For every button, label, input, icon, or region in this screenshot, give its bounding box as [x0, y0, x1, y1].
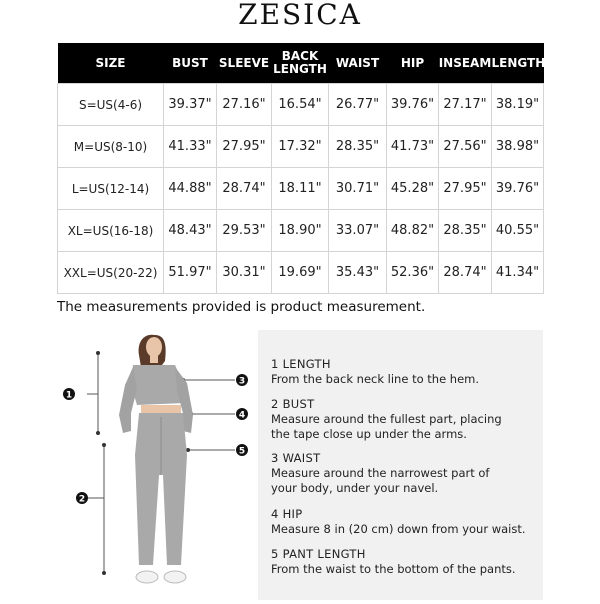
marker-1: [63, 388, 75, 401]
size-chart-table: [57, 43, 544, 294]
table-cell: 39.76": [387, 84, 439, 126]
marker-4: [236, 408, 248, 421]
table-cell: 18.11": [272, 168, 329, 210]
guide-item-title: 4 HIP: [271, 507, 303, 521]
guide-item-bust: [271, 397, 536, 442]
header-sleeve: SLEEVE: [217, 43, 272, 84]
neck-shape: [150, 355, 158, 363]
table-cell: 38.19": [492, 84, 544, 126]
table-cell: 52.36": [387, 252, 439, 294]
face-shape: [146, 337, 162, 357]
left-shoe: [136, 571, 158, 583]
table-row: [58, 210, 544, 252]
header-inseam: INSEAM: [439, 43, 492, 84]
left-arm-shape: [119, 367, 137, 433]
guide-item-desc: the tape close up under the arms.: [271, 427, 467, 441]
table-row: [58, 252, 544, 294]
guide-item-title: 3 WAIST: [271, 451, 321, 465]
table-cell: 51.97": [164, 252, 217, 294]
svg-text:5: 5: [238, 446, 246, 457]
table-cell: 38.98": [492, 126, 544, 168]
table-cell: 18.90": [272, 210, 329, 252]
brand-logo: ZESICA: [238, 0, 362, 31]
table-cell: 45.28": [387, 168, 439, 210]
header-back-length: BACK LENGTH: [272, 43, 329, 84]
table-cell: 48.43": [164, 210, 217, 252]
measurement-note: The measurements provided is product measurement.: [57, 299, 426, 315]
table-cell: 33.07": [329, 210, 387, 252]
guide-item-desc: Measure 8 in (20 cm) down from your waist.: [271, 522, 526, 536]
table-cell: 29.53": [217, 210, 272, 252]
header-size: SIZE: [58, 43, 164, 84]
size-cell: XXL=US(20-22): [58, 252, 164, 294]
table-cell: 28.74": [439, 252, 492, 294]
table-cell: 48.82": [387, 210, 439, 252]
header-length: LENGTH: [492, 43, 544, 84]
guide-item-desc: your body, under your navel.: [271, 481, 439, 495]
guide-item-hip: [271, 507, 536, 537]
size-cell: S=US(4-6): [58, 84, 164, 126]
table-cell: 16.54": [272, 84, 329, 126]
table-cell: 30.71": [329, 168, 387, 210]
right-shoe: [164, 571, 186, 583]
table-cell: 27.56": [439, 126, 492, 168]
header-hip: HIP: [387, 43, 439, 84]
table-cell: 26.77": [329, 84, 387, 126]
guide-item-title: 2 BUST: [271, 397, 315, 411]
guide-item-desc: Measure around the fullest part, placing: [271, 412, 502, 426]
table-cell: 41.34": [492, 252, 544, 294]
guide-item-desc: From the waist to the bottom of the pants.: [271, 562, 516, 576]
guide-item-waist: [271, 451, 536, 496]
measurement-guide-panel: [258, 330, 543, 600]
table-cell: 39.37": [164, 84, 217, 126]
table-cell: 27.95": [217, 126, 272, 168]
table-cell: 27.95": [439, 168, 492, 210]
model-silhouette: [119, 335, 193, 583]
svg-text:2: 2: [78, 494, 86, 505]
table-cell: 41.33": [164, 126, 217, 168]
table-cell: 27.16": [217, 84, 272, 126]
size-cell: XL=US(16-18): [58, 210, 164, 252]
table-row: [58, 168, 544, 210]
model-figure: [55, 325, 255, 600]
guide-item-desc: Measure around the narrowest part of: [271, 466, 490, 480]
svg-text:3: 3: [238, 376, 246, 387]
guide-item-title: 5 PANT LENGTH: [271, 547, 366, 561]
table-cell: 40.55": [492, 210, 544, 252]
header-bust: BUST: [164, 43, 217, 84]
table-cell: 30.31": [217, 252, 272, 294]
table-cell: 28.35": [439, 210, 492, 252]
table-cell: 44.88": [164, 168, 217, 210]
table-cell: 39.76": [492, 168, 544, 210]
table-cell: 41.73": [387, 126, 439, 168]
svg-text:4: 4: [238, 410, 246, 421]
table-row: [58, 126, 544, 168]
size-cell: M=US(8-10): [58, 126, 164, 168]
guide-item-desc: From the back neck line to the hem.: [271, 372, 480, 386]
marker-3: [236, 374, 248, 387]
table-cell: 35.43": [329, 252, 387, 294]
table-cell: 17.32": [272, 126, 329, 168]
table-cell: 27.17": [439, 84, 492, 126]
table-cell: 28.35": [329, 126, 387, 168]
guide-item-title: 1 LENGTH: [271, 357, 331, 371]
table-row: [58, 84, 544, 126]
header-waist: WAIST: [329, 43, 387, 84]
guide-item-length: [271, 357, 536, 387]
table-cell: 19.69": [272, 252, 329, 294]
marker-5: [236, 444, 248, 457]
table-header-row: [58, 43, 544, 84]
size-cell: L=US(12-14): [58, 168, 164, 210]
guide-item-pant-length: [271, 547, 536, 577]
table-cell: 28.74": [217, 168, 272, 210]
svg-text:1: 1: [65, 390, 73, 401]
marker-2: [76, 492, 88, 505]
